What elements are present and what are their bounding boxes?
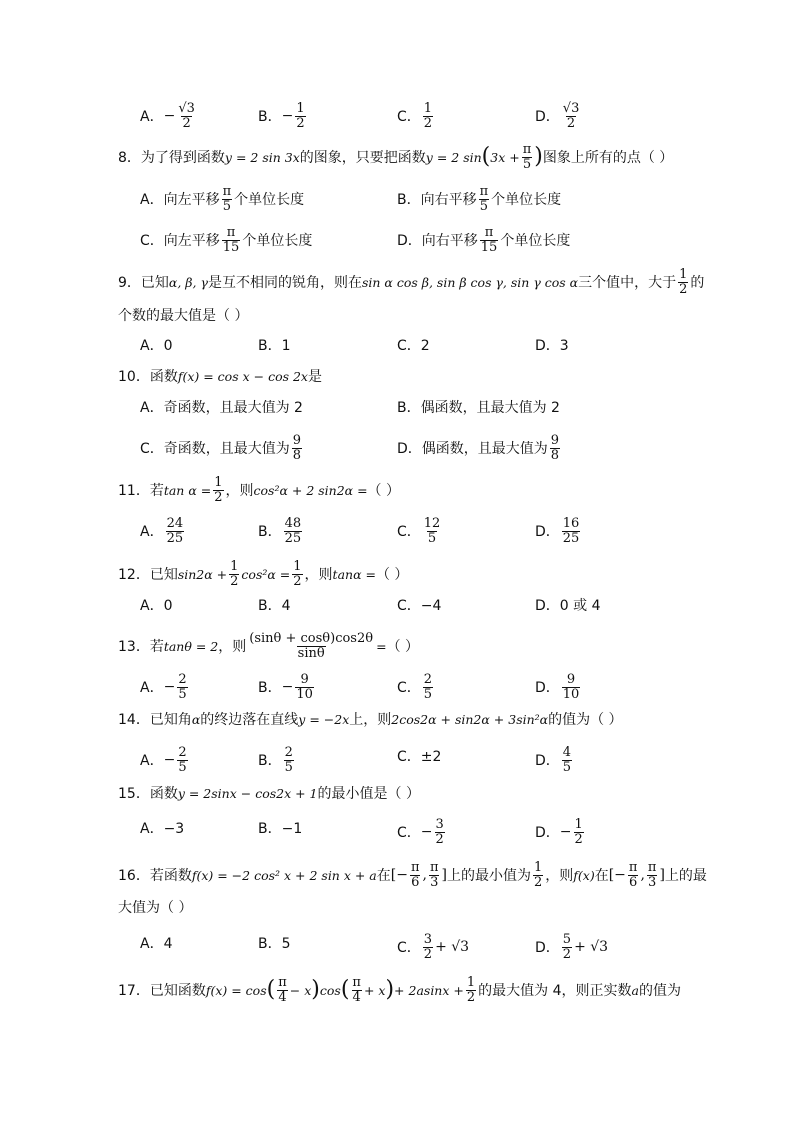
- q7-options: [0, 102, 794, 134]
- q10-options-row1: [0, 397, 794, 429]
- q12-option-b: B．4: [258, 598, 291, 614]
- q11-options: [0, 517, 794, 549]
- q9-stem-line2: 个数的最大值是（ ）: [118, 308, 249, 324]
- q13-option-c: C． $\frac{2}{5}$: [397, 672, 433, 702]
- q17-stem: 17．已知函数 f(x) = cos ( $\frac{\pi}{4}$ − x ) cos ( $\frac{\pi}{4}$ + x ) + 2asinx + $\frac{1}{2}$ 的最大值为 4，则正实数 a 的值为: [118, 975, 681, 1005]
- q13-option-a: A． − $\frac{2}{5}$: [140, 672, 187, 702]
- q7-option-c: C． $\frac{1}{2}$: [397, 101, 433, 131]
- q14-option-d: D． $\frac{4}{5}$: [535, 745, 572, 775]
- q12-option-d: D．0 或 4: [535, 598, 601, 614]
- q15-option-b: B．−1: [258, 821, 303, 837]
- q10-option-d: D．偶函数，且最大值为 $\frac{9}{8}$: [397, 433, 560, 463]
- q11-option-b: B． $\frac{48}{25}$: [258, 516, 302, 546]
- q14-option-b: B． $\frac{2}{5}$: [258, 745, 293, 775]
- q8-options-row2: [0, 226, 794, 258]
- q13-option-d: D． $\frac{9}{10}$: [535, 672, 580, 702]
- q10-option-b: B．偶函数，且最大值为 2: [397, 400, 560, 416]
- q12-option-a: A．0: [140, 598, 173, 614]
- q9-stem: 9．已知 α, β, γ 是互不相同的锐角，则在 sin α cos β, sin β cos γ, sin γ cos α 三个值中，大于 $\frac{1}{2}$ 的: [118, 267, 705, 297]
- q8-option-d: D．向右平移 $\frac{\pi}{15}$ 个单位长度: [397, 225, 571, 255]
- q15-option-a: A．−3: [140, 821, 185, 837]
- q7-option-d: D． $\frac{√3}{2}$: [535, 101, 580, 131]
- q9-option-d: D．3: [535, 338, 569, 354]
- q14-option-a: A． − $\frac{2}{5}$: [140, 745, 187, 775]
- q9-option-b: B．1: [258, 338, 291, 354]
- q13-stem: 13．若 tanθ = 2 ，则 $\frac{(\sin\theta + \cos\theta)\cos 2\theta}{\sin\theta}$ = （ ）: [118, 631, 420, 661]
- q15-option-d: D． − $\frac{1}{2}$: [535, 817, 583, 847]
- q11-option-a: A． $\frac{24}{25}$: [140, 516, 184, 546]
- q9-option-a: A．0: [140, 338, 173, 354]
- q16-stem: 16．若函数 f(x) = −2 cos² x + 2 sin x + a 在 [− $\frac{\pi}{6}$ , $\frac{\pi}{3}$ ] 上的最小值为 $\frac{1}{2}$ ，则 f(x) 在 [− $\frac{\pi}{6}$ , $\frac{\pi}{3}$ ] 上的最: [118, 860, 707, 890]
- q9-option-c: C．2: [397, 338, 430, 354]
- q14-stem: 14．已知角 α 的终边落在直线 y = −2x 上，则 2cos2α + sin2α + 3sin²α 的值为（ ）: [118, 711, 623, 728]
- q10-option-c: C．奇函数，且最大值为 $\frac{9}{8}$: [140, 433, 302, 463]
- q10-stem: 10．函数 f(x) = cos x − cos 2x 是: [118, 368, 322, 385]
- q11-stem: 11．若 tan α = $\frac{1}{2}$ ，则 cos²α + 2 sin2α = （ ）: [118, 475, 400, 505]
- q15-option-c: C． − $\frac{3}{2}$: [397, 817, 444, 847]
- q11-option-d: D． $\frac{16}{25}$: [535, 516, 580, 546]
- q15-stem: 15．函数 y = 2sinx − cos2x + 1 的最小值是（ ）: [118, 785, 420, 802]
- q8-option-c: C．向左平移 $\frac{\pi}{15}$ 个单位长度: [140, 225, 313, 255]
- q16-option-c: C． $\frac{3}{2}$ + √3: [397, 932, 470, 962]
- q12-stem: 12．已知 sin2α + $\frac{1}{2}$ cos²α = $\frac{1}{2}$ ，则 tanα = （ ）: [118, 559, 409, 589]
- q15-options: [0, 818, 794, 850]
- q8-stem: 8．为了得到函数 y = 2 sin 3x 的图象，只要把函数 y = 2 sin ( 3x + $\frac{\pi}{5}$ ) 图象上所有的点（ ）: [118, 142, 674, 172]
- q16-option-a: A．4: [140, 936, 173, 952]
- q8-option-a: A．向左平移 $\frac{\pi}{5}$ 个单位长度: [140, 184, 305, 214]
- q7-option-a: A． − $\frac{√3}{2}$: [140, 101, 195, 131]
- q8-option-b: B．向右平移 $\frac{\pi}{5}$ 个单位长度: [397, 184, 562, 214]
- q9-options: [0, 335, 794, 367]
- q11-option-c: C． $\frac{12}{5}$: [397, 516, 441, 546]
- q13-option-b: B． − $\frac{9}{10}$: [258, 672, 313, 702]
- q10-option-a: A．奇函数，且最大值为 2: [140, 400, 303, 416]
- q14-options: [0, 746, 794, 778]
- q13-options: [0, 673, 794, 705]
- q7-option-b: B． − $\frac{1}{2}$: [258, 101, 305, 131]
- q8-options-row1: [0, 185, 794, 217]
- q16-option-b: B．5: [258, 936, 291, 952]
- q12-options: [0, 595, 794, 627]
- q16-options: [0, 933, 794, 965]
- q14-option-c: C．±2: [397, 749, 442, 765]
- q16-option-d: D． $\frac{5}{2}$ + √3: [535, 932, 609, 962]
- q16-stem-line2: 大值为（ ）: [118, 900, 193, 916]
- q12-option-c: C．−4: [397, 598, 442, 614]
- q10-options-row2: [0, 434, 794, 466]
